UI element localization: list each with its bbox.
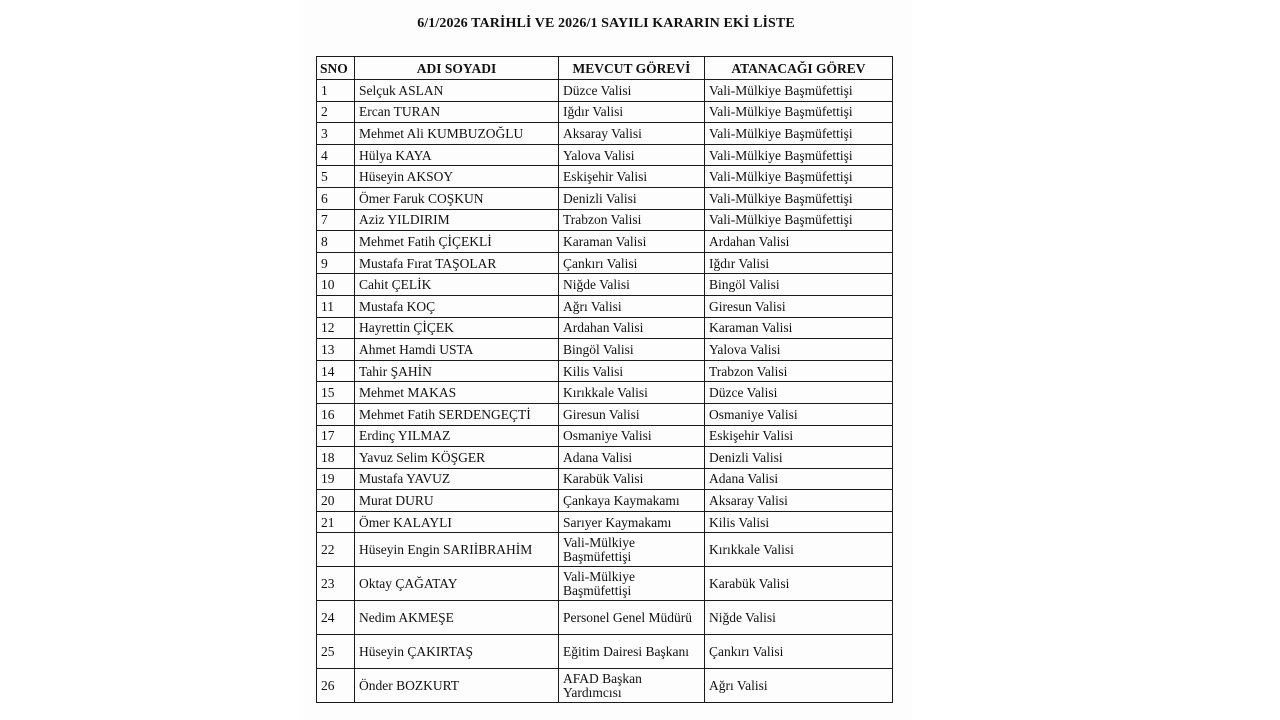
cell-current-position: Trabzon Valisi (559, 209, 705, 231)
cell-current-position: Giresun Valisi (559, 403, 705, 425)
table-row (317, 339, 893, 361)
cell-sno: 19 (317, 468, 355, 490)
cell-assigned-position: Vali-Mülkiye Başmüfettişi (705, 144, 893, 166)
cell-sno: 10 (317, 274, 355, 296)
cell-sno: 22 (317, 533, 355, 567)
table-header-row (317, 57, 893, 80)
cell-sno: 2 (317, 101, 355, 123)
cell-assigned-position: Karaman Valisi (705, 317, 893, 339)
table-row (317, 601, 893, 635)
cell-sno: 3 (317, 123, 355, 145)
cell-assigned-position: Bingöl Valisi (705, 274, 893, 296)
cell-current-position: Osmaniye Valisi (559, 425, 705, 447)
cell-assigned-position: Osmaniye Valisi (705, 403, 893, 425)
cell-sno: 9 (317, 252, 355, 274)
cell-current-position: Adana Valisi (559, 447, 705, 469)
table-row (317, 490, 893, 512)
cell-assigned-position: Karabük Valisi (705, 567, 893, 601)
cell-current-position: Çankırı Valisi (559, 252, 705, 274)
table-row (317, 144, 893, 166)
cell-name: Oktay ÇAĞATAY (355, 567, 559, 601)
cell-assigned-position: Çankırı Valisi (705, 635, 893, 669)
cell-current-position: Personel Genel Müdürü (559, 601, 705, 635)
cell-name: Hüseyin Engin SARIİBRAHİM (355, 533, 559, 567)
cell-sno: 13 (317, 339, 355, 361)
cell-name: Hayrettin ÇİÇEK (355, 317, 559, 339)
table-row (317, 252, 893, 274)
cell-current-position: Yalova Valisi (559, 144, 705, 166)
header-sno: SNO (317, 57, 355, 80)
cell-current-position: Kilis Valisi (559, 360, 705, 382)
cell-assigned-position: Ardahan Valisi (705, 231, 893, 253)
table-row (317, 80, 893, 102)
cell-sno: 25 (317, 635, 355, 669)
cell-sno: 23 (317, 567, 355, 601)
cell-sno: 18 (317, 447, 355, 469)
cell-name: Murat DURU (355, 490, 559, 512)
cell-assigned-position: Trabzon Valisi (705, 360, 893, 382)
cell-assigned-position: Giresun Valisi (705, 295, 893, 317)
cell-sno: 26 (317, 669, 355, 703)
cell-name: Mehmet Ali KUMBUZOĞLU (355, 123, 559, 145)
cell-sno: 16 (317, 403, 355, 425)
cell-sno: 12 (317, 317, 355, 339)
table-row (317, 403, 893, 425)
cell-assigned-position: Vali-Mülkiye Başmüfettişi (705, 80, 893, 102)
table-row (317, 360, 893, 382)
cell-name: Aziz YILDIRIM (355, 209, 559, 231)
cell-current-position: Vali-Mülkiye Başmüfettişi (559, 533, 705, 567)
cell-sno: 8 (317, 231, 355, 253)
cell-current-position: Denizli Valisi (559, 187, 705, 209)
table-row (317, 447, 893, 469)
cell-current-position: Ardahan Valisi (559, 317, 705, 339)
cell-current-position: Bingöl Valisi (559, 339, 705, 361)
cell-name: Yavuz Selim KÖŞGER (355, 447, 559, 469)
table-row (317, 382, 893, 404)
cell-assigned-position: Vali-Mülkiye Başmüfettişi (705, 123, 893, 145)
table-row (317, 274, 893, 296)
cell-current-position: Aksaray Valisi (559, 123, 705, 145)
cell-current-position: Karaman Valisi (559, 231, 705, 253)
cell-sno: 5 (317, 166, 355, 188)
cell-assigned-position: Yalova Valisi (705, 339, 893, 361)
cell-name: Mehmet MAKAS (355, 382, 559, 404)
cell-name: Mehmet Fatih SERDENGEÇTİ (355, 403, 559, 425)
cell-sno: 24 (317, 601, 355, 635)
cell-assigned-position: Vali-Mülkiye Başmüfettişi (705, 101, 893, 123)
cell-name: Ömer Faruk COŞKUN (355, 187, 559, 209)
cell-name: Ömer KALAYLI (355, 511, 559, 533)
table-row (317, 209, 893, 231)
cell-current-position: Niğde Valisi (559, 274, 705, 296)
cell-current-position: Sarıyer Kaymakamı (559, 511, 705, 533)
cell-name: Cahit ÇELİK (355, 274, 559, 296)
table-row (317, 317, 893, 339)
cell-current-position: Kırıkkale Valisi (559, 382, 705, 404)
cell-sno: 4 (317, 144, 355, 166)
cell-assigned-position: Aksaray Valisi (705, 490, 893, 512)
cell-name: Tahir ŞAHİN (355, 360, 559, 382)
cell-sno: 14 (317, 360, 355, 382)
header-name: ADI SOYADI (355, 57, 559, 80)
cell-name: Mehmet Fatih ÇİÇEKLİ (355, 231, 559, 253)
cell-current-position: Eskişehir Valisi (559, 166, 705, 188)
cell-assigned-position: Kırıkkale Valisi (705, 533, 893, 567)
cell-assigned-position: Adana Valisi (705, 468, 893, 490)
cell-assigned-position: Ağrı Valisi (705, 669, 893, 703)
cell-assigned-position: Eskişehir Valisi (705, 425, 893, 447)
appointment-table (316, 56, 893, 703)
cell-current-position: Eğitim Dairesi Başkanı (559, 635, 705, 669)
table-row (317, 635, 893, 669)
cell-name: Ahmet Hamdi USTA (355, 339, 559, 361)
cell-assigned-position: Denizli Valisi (705, 447, 893, 469)
table-row (317, 123, 893, 145)
cell-name: Mustafa Fırat TAŞOLAR (355, 252, 559, 274)
cell-assigned-position: Kilis Valisi (705, 511, 893, 533)
cell-current-position: Iğdır Valisi (559, 101, 705, 123)
cell-name: Erdinç YILMAZ (355, 425, 559, 447)
cell-sno: 21 (317, 511, 355, 533)
table-row (317, 425, 893, 447)
cell-current-position: AFAD Başkan Yardımcısı (559, 669, 705, 703)
cell-sno: 11 (317, 295, 355, 317)
table-row (317, 166, 893, 188)
table-row (317, 101, 893, 123)
cell-sno: 1 (317, 80, 355, 102)
cell-name: Hülya KAYA (355, 144, 559, 166)
table-row (317, 511, 893, 533)
cell-sno: 15 (317, 382, 355, 404)
cell-current-position: Karabük Valisi (559, 468, 705, 490)
header-current-position: MEVCUT GÖREVİ (559, 57, 705, 80)
document-title: 6/1/2026 TARİHLİ VE 2026/1 SAYILI KARARIN EKİ LİSTE (417, 16, 795, 31)
cell-assigned-position: Düzce Valisi (705, 382, 893, 404)
cell-assigned-position: Vali-Mülkiye Başmüfettişi (705, 166, 893, 188)
cell-current-position: Çankaya Kaymakamı (559, 490, 705, 512)
cell-name: Ercan TURAN (355, 101, 559, 123)
cell-assigned-position: Vali-Mülkiye Başmüfettişi (705, 209, 893, 231)
cell-name: Mustafa KOÇ (355, 295, 559, 317)
table-row (317, 533, 893, 567)
cell-current-position: Vali-Mülkiye Başmüfettişi (559, 567, 705, 601)
table-row (317, 231, 893, 253)
table-row (317, 468, 893, 490)
cell-sno: 17 (317, 425, 355, 447)
cell-name: Mustafa YAVUZ (355, 468, 559, 490)
cell-name: Hüseyin AKSOY (355, 166, 559, 188)
table-row (317, 669, 893, 703)
cell-assigned-position: Iğdır Valisi (705, 252, 893, 274)
cell-sno: 20 (317, 490, 355, 512)
cell-name: Önder BOZKURT (355, 669, 559, 703)
cell-name: Selçuk ASLAN (355, 80, 559, 102)
cell-current-position: Ağrı Valisi (559, 295, 705, 317)
cell-current-position: Düzce Valisi (559, 80, 705, 102)
cell-sno: 7 (317, 209, 355, 231)
table-row (317, 187, 893, 209)
cell-sno: 6 (317, 187, 355, 209)
table-row (317, 567, 893, 601)
cell-assigned-position: Niğde Valisi (705, 601, 893, 635)
header-assigned-position: ATANACAĞI GÖREV (705, 57, 893, 80)
cell-name: Nedim AKMEŞE (355, 601, 559, 635)
cell-assigned-position: Vali-Mülkiye Başmüfettişi (705, 187, 893, 209)
table-row (317, 295, 893, 317)
cell-name: Hüseyin ÇAKIRTAŞ (355, 635, 559, 669)
